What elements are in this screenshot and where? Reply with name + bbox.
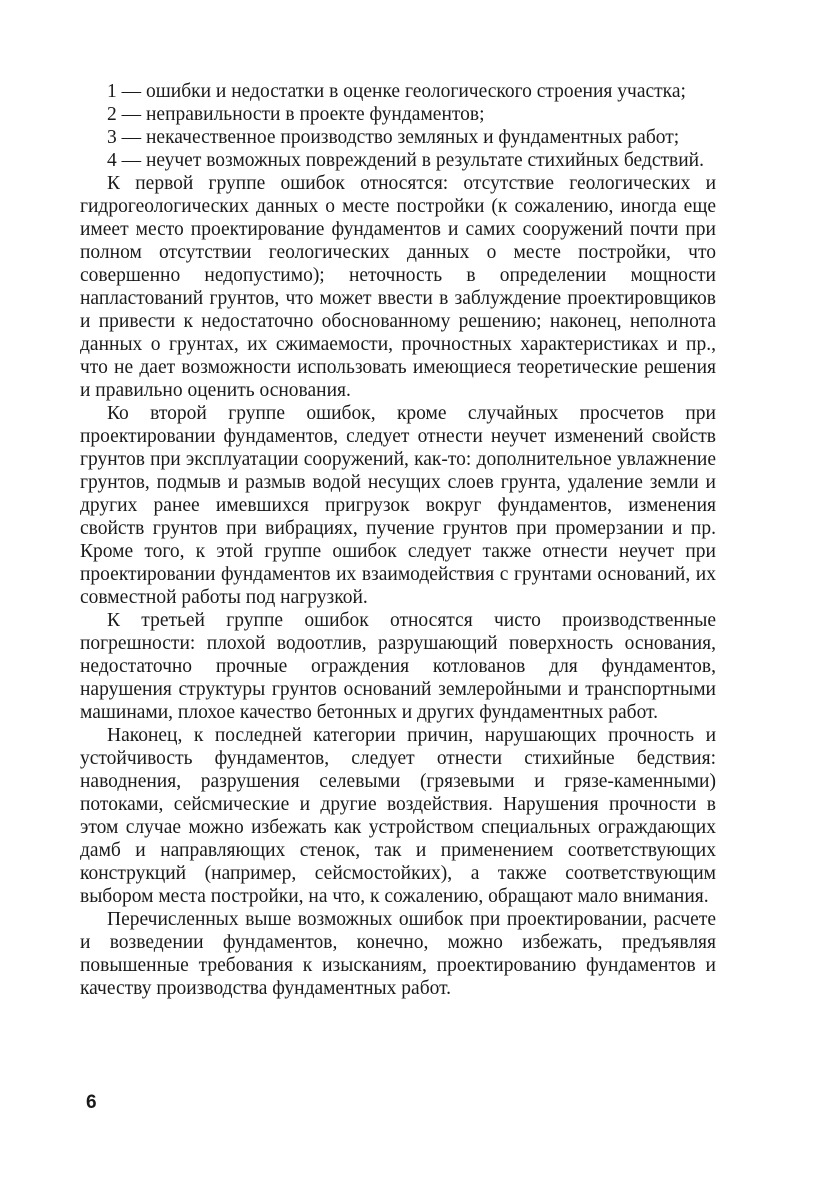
- list-item-2: 2 — неправильности в проекте фундаментов;: [107, 104, 485, 125]
- list-item-4: 4 — неучет возможных повреждений в результате стихийных бедствий.: [107, 150, 704, 171]
- list-item-1: 1 — ошибки и недостатки в оценке геологического строения участка;: [107, 81, 686, 102]
- list-item-3: 3 — некачественное производство земляных и фундаментных работ;: [107, 127, 680, 148]
- paragraph-conclusion: Перечисленных выше возможных ошибок при проектировании, расчете и возведении фундаментов, конечно, можно избежать, предъявляя повышенные требования к изысканиям, проектированию фундаментов и качеству производства фундаментных работ.: [80, 909, 716, 999]
- paragraph-first-group: К первой группе ошибок относятся: отсутствие геологических и гидрогеологических данных о месте постройки (к сожалению, иногда еще имеет место проектирование фундаментов и самих сооружений почти при полном отсутствии геологических данных о месте постройки, что совершенно недопустимо); неточность в определении мощности напластований грунтов, что может ввести в заблуждение проектировщиков и привести к недостаточно обоснованному решению; наконец, неполнота данных о грунтах, их сжимаемости, прочностных характеристиках и пр., что не дает возможности использовать имеющиеся теоретические решения и правильно оценить основания.: [80, 173, 716, 401]
- paragraph-second-group: Ко второй группе ошибок, кроме случайных просчетов при проектировании фундаментов, следует отнести неучет изменений свойств грунтов при эксплуатации сооружений, как-то: дополнительное увлажнение грунтов, подмыв и размыв водой несущих слоев грунта, удаление земли и других ранее имевшихся пригрузок вокруг фундаментов, изменения свойств грунтов при вибрациях, пучение грунтов при промерзании и пр. Кроме того, к этой группе ошибок следует также отнести неучет при проектировании фундаментов их взаимодействия с грунтами оснований, их совместной работы под нагрузкой.: [80, 403, 716, 608]
- paragraph-natural-disasters: Наконец, к последней категории причин, нарушающих прочность и устойчивость фундаментов, следует отнести стихийные бедствия: наводнения, разрушения селевыми (грязевыми и грязе-каменными) потоками, сейсмические и другие воздействия. Нарушения прочности в этом случае можно избежать как устройством специальных ограждающих дамб и направляющих стенок, так и применением соответствующих конструкций (например, сейсмостойких), а также соответствующим выбором места постройки, на что, к сожалению, обращают мало внимания.: [80, 725, 716, 907]
- page-body: [80, 80, 716, 1000]
- paragraph-third-group: К третьей группе ошибок относятся чисто производственные погрешности: плохой водоотлив, разрушающий поверхность основания, недостаточно прочные ограждения котлованов для фундаментов, нарушения структуры грунтов оснований землеройными и транспортными машинами, плохое качество бетонных и других фундаментных работ.: [80, 610, 716, 723]
- page-number: 6: [86, 1092, 97, 1113]
